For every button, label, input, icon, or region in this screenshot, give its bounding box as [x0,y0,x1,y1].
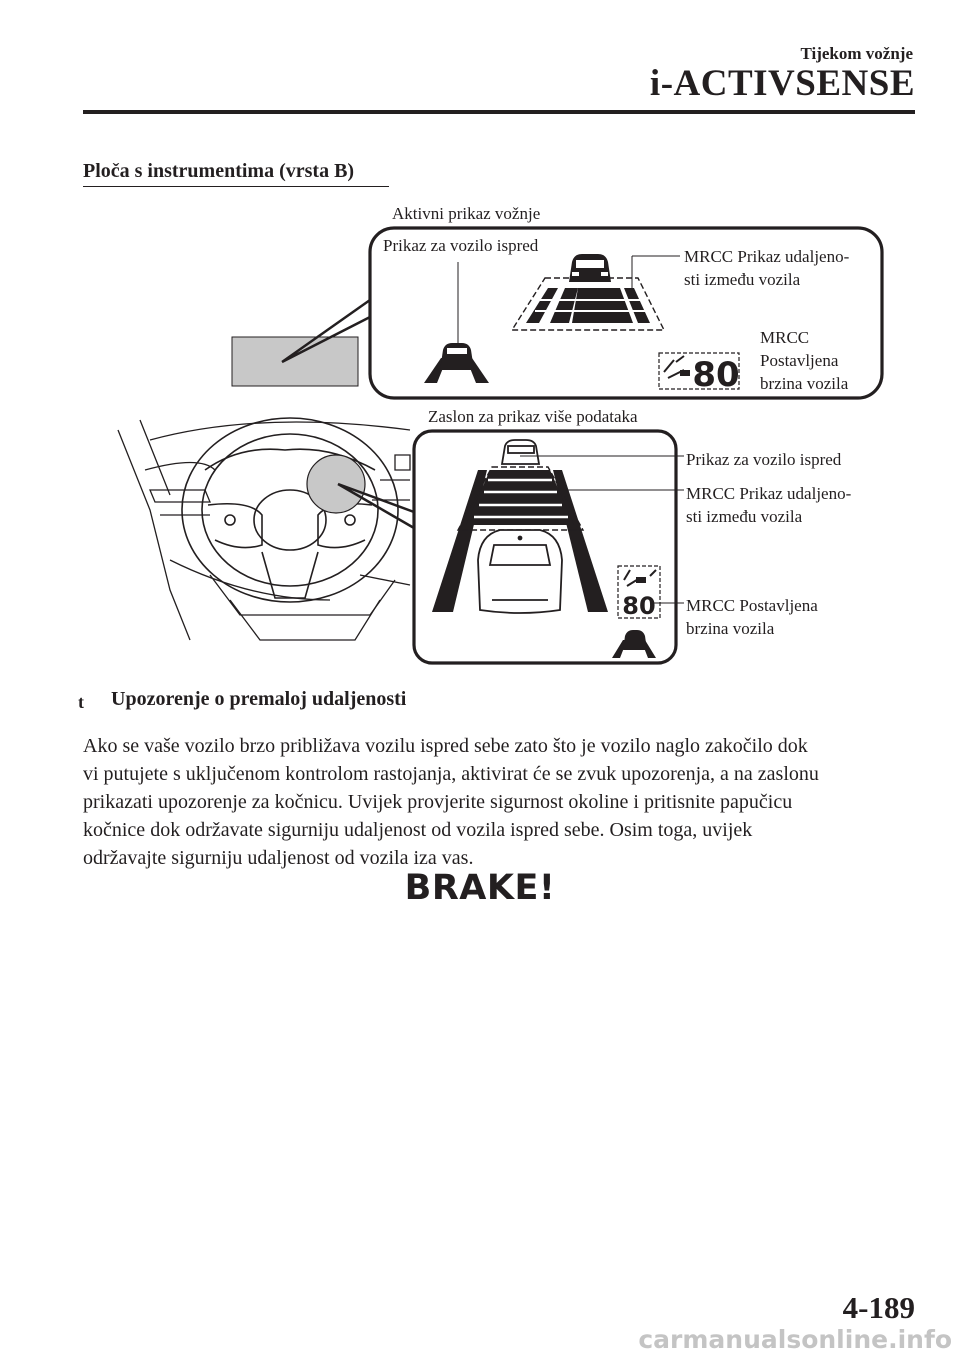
multi-display-label: Zaslon za prikaz više podataka [428,407,638,426]
lower-distance-label-2: sti između vozila [686,507,803,526]
paragraph-line: kočnice dok održavate sigurniju udaljenost od vozila ispred sebe. Osim toga, uvijek [83,819,753,841]
lower-distance-label-1: MRCC Prikaz udaljeno- [686,484,852,503]
windshield-area [232,337,358,386]
dashboard-drawing [118,420,410,640]
section-header: Tijekom vožnje [800,44,913,63]
paragraph-line: vi putujete s uključenom kontrolom rastojanja, aktivirat će se zvuk upozorenja, a na zaslonu [83,763,819,785]
lower-speed-label-2: brzina vozila [686,619,775,638]
upper-speed-label-3: brzina vozila [760,374,849,393]
lower-own-car-icon [478,530,562,613]
section-bullet: t [78,692,84,712]
lower-car-ahead-icon [502,440,539,464]
figure-heading: Ploča s instrumentima (vrsta B) [83,160,355,182]
paragraph-line: prikazati upozorenje za kočnicu. Uvijek provjerite sigurnost okoline i pritisnite papučicu [83,791,793,813]
lower-vehicle-ahead-label: Prikaz za vozilo ispred [686,450,842,469]
active-display-label: Aktivni prikaz vožnje [392,204,541,223]
watermark: carmanualsonline.info [638,1325,952,1354]
upper-vehicle-ahead-label: Prikaz za vozilo ispred [383,236,539,255]
upper-distance-label-1: MRCC Prikaz udaljeno- [684,247,850,266]
section-paragraph [83,732,923,872]
upper-distance-label-2: sti između vozila [684,270,801,289]
upper-speed-label-1: MRCC [760,328,810,347]
chapter-title: i-ACTIVSENSE [649,63,915,104]
instrument-cluster-illustration [0,0,960,680]
upper-car-ahead-icon [569,254,611,282]
upper-speed-label-2: Postavljena [760,351,839,370]
lower-speed-value: 80 [622,592,656,620]
upper-speed-value: 80 [692,355,740,395]
lower-speed-label-1: MRCC Postavljena [686,596,818,615]
brake-warning-display: BRAKE! [404,868,556,908]
section-title: Upozorenje o premaloj udaljenosti [111,688,407,710]
page-number: 4-189 [842,1290,915,1325]
cluster-display-highlight [307,455,365,513]
paragraph-line: Ako se vaše vozilo brzo približava vozilu ispred sebe zato što je vozilo naglo zakočilo dok [83,735,808,757]
paragraph-line: održavajte sigurniju udaljenost od vozila iza vas. [83,847,474,869]
steering-wheel [182,418,398,602]
